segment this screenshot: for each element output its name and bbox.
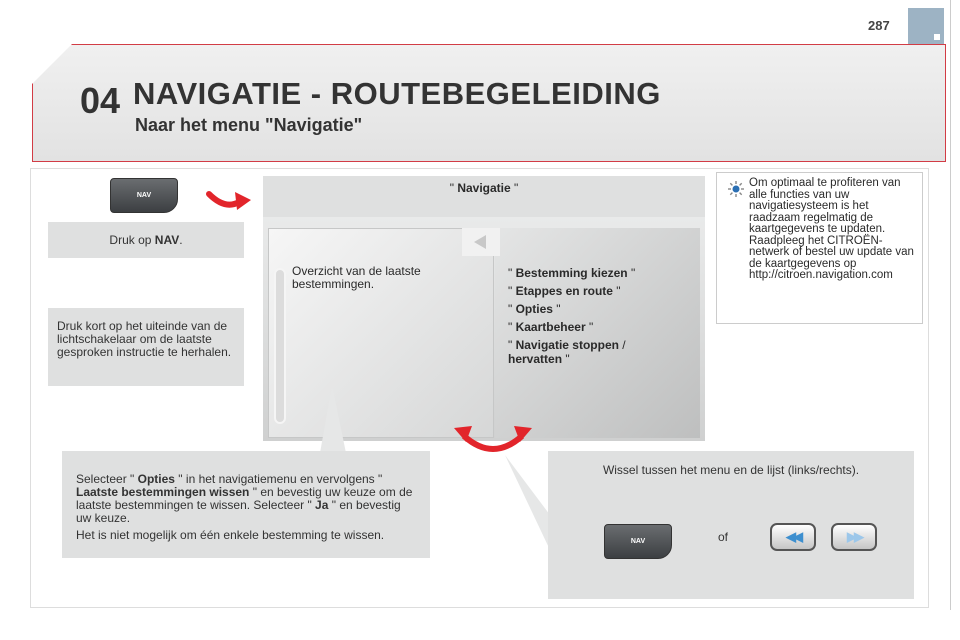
- fast-forward-icon: ▶▶: [847, 529, 861, 544]
- or-text: of: [718, 530, 729, 544]
- press-nav-suffix: .: [179, 233, 183, 247]
- menu-item-opties[interactable]: " Opties ": [508, 302, 561, 316]
- page-number: 287: [868, 18, 890, 33]
- text-fragment: Selecteer ": [76, 472, 138, 486]
- menu-item-label: Navigatie stoppen: [515, 338, 619, 352]
- menu-item-etappes-en-route[interactable]: " Etappes en route ": [508, 284, 621, 298]
- press-nav-prefix: Druk op: [109, 233, 155, 247]
- swap-arrows-icon: [452, 418, 534, 458]
- text-fragment-bold: Opties: [137, 472, 175, 486]
- screen-title-label: Navigatie: [457, 181, 511, 195]
- menu-item-label: Kaartbeheer: [515, 320, 586, 334]
- screen-title: [263, 181, 705, 195]
- recent-destinations-text: Overzicht van de laatste bestemmingen.: [292, 264, 421, 291]
- scrollbar[interactable]: [274, 268, 286, 424]
- menu-item-label: Bestemming kiezen: [515, 266, 628, 280]
- nav-button-label: NAV: [630, 538, 646, 545]
- corner-tab-dot: [934, 34, 940, 40]
- text-fragment-bold: Ja: [315, 498, 329, 512]
- press-nav-key: NAV: [154, 233, 180, 247]
- chapter-title: NAVIGATIE - ROUTEBEGELEIDING: [133, 76, 661, 111]
- text-fragment-bold: Laatste bestemmingen wissen: [76, 485, 250, 499]
- menu-item-label: Etappes en route: [515, 284, 613, 298]
- nav-button-illustration: [604, 524, 672, 559]
- red-curved-arrow-icon: [205, 188, 253, 214]
- text-fragment: " en bevestig uw keuze.: [76, 498, 401, 525]
- menu-item-label: Opties: [515, 302, 553, 316]
- chapter-subtitle: Naar het menu "Navigatie": [135, 115, 363, 135]
- delete-destinations-note: Het is niet mogelijk om één enkele bestemming te wissen.: [76, 528, 385, 542]
- switch-box: [548, 451, 914, 599]
- nav-button-illustration: [110, 178, 178, 213]
- repeat-instruction-box: [48, 308, 244, 386]
- menu-item-label-continued: hervatten: [508, 352, 563, 366]
- callout-pointer: [290, 385, 350, 453]
- rewind-button-illustration: [770, 523, 816, 551]
- text-fragment: " en bevestig uw keuze om de laatste bestemmingen te wissen. Selecteer ": [76, 485, 413, 512]
- screen-title-quote-close: ": [510, 181, 519, 195]
- back-tab[interactable]: [462, 228, 500, 256]
- press-nav-box: [48, 222, 244, 258]
- corner-tab: [908, 8, 944, 44]
- side-divider: [950, 0, 951, 610]
- sun-bulb-icon: [727, 180, 745, 198]
- navigation-menu: [508, 264, 688, 366]
- menu-item-kaartbeheer[interactable]: " Kaartbeheer ": [508, 320, 594, 334]
- rewind-icon: ◀◀: [786, 529, 800, 544]
- nav-button-label: NAV: [136, 192, 152, 199]
- back-triangle-icon: [474, 235, 486, 249]
- switch-text: Wissel tussen het menu en de lijst (links/rechts).: [602, 463, 860, 477]
- chapter-number: 04: [80, 80, 121, 121]
- text-fragment: " in het navigatiemenu en vervolgens ": [174, 472, 383, 486]
- screen-title-quote-open: ": [449, 181, 458, 195]
- callout-pointer: [505, 455, 550, 550]
- delete-destinations-box: [62, 451, 430, 558]
- info-text: Om optimaal te profiteren van alle functies van uw navigatiesysteem is het raadzaam regelmatig de kaartgegevens te updaten. Raadpleeg het CITROËN-netwerk of bestel uw update van de kaartgegevens op http://citroen.navigation.com: [749, 177, 914, 281]
- delete-destinations-instruction: [76, 473, 418, 525]
- fast-forward-button-illustration: [831, 523, 877, 551]
- menu-item-bestemming-kiezen[interactable]: " Bestemming kiezen ": [508, 266, 636, 280]
- menu-item-navigatie-stoppen[interactable]: " Navigatie stoppen / hervatten ": [508, 338, 626, 366]
- repeat-instruction-text: Druk kort op het uiteinde van de lichtschakelaar om de laatste gesproken instructie te herhalen.: [57, 319, 232, 359]
